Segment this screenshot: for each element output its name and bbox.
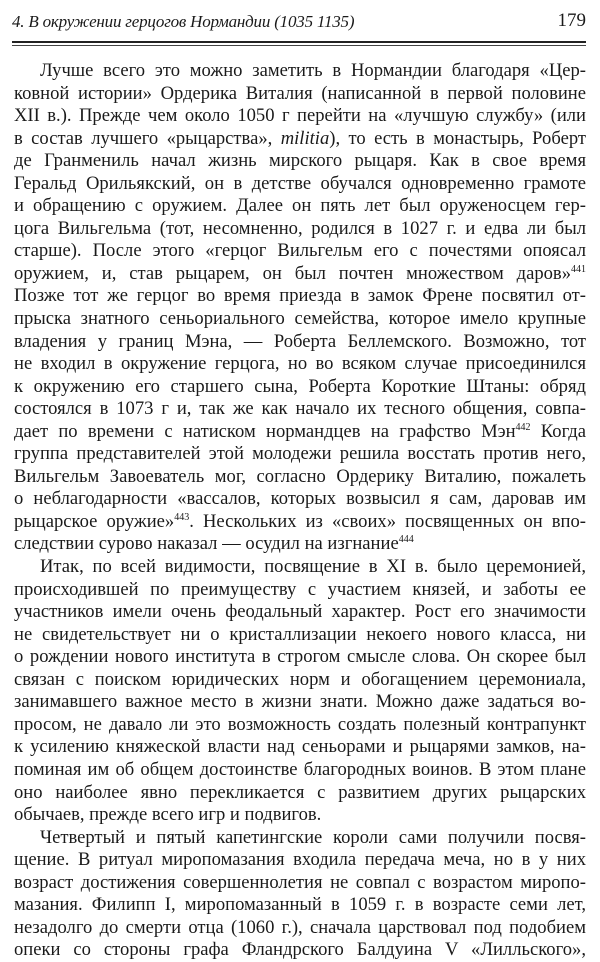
- text-segment: поминая им об общем достоинстве благородных воинов. В этом плане: [14, 758, 586, 780]
- text-line: [14, 128, 586, 151]
- text-line: [14, 804, 586, 827]
- text-line: [14, 488, 586, 511]
- text-line: [14, 173, 586, 196]
- text-segment: ), то есть в монастырь, Роберт: [329, 127, 586, 149]
- text-segment: просом, не давало ли это возможность создать полезный контрапункт: [14, 713, 586, 735]
- text-line: [14, 263, 586, 286]
- text-line: [14, 308, 586, 331]
- text-line: [14, 331, 586, 354]
- text-line: [14, 533, 586, 556]
- text-line: [14, 83, 586, 106]
- text-segment: ковной истории» Ордерика Виталия (написанной в первой половине: [14, 82, 586, 104]
- text-segment: дает по времени с натиском нормандцев на графство Мэн: [14, 420, 516, 442]
- text-line: [14, 872, 586, 895]
- text-line: [14, 827, 586, 850]
- text-line: [14, 466, 586, 489]
- running-header: [12, 6, 586, 36]
- paragraph: [14, 827, 586, 962]
- footnote-ref: 443: [174, 511, 190, 523]
- page-number: 179: [557, 10, 586, 31]
- text-line: [14, 443, 586, 466]
- text-segment: Геральд Орильякский, он в детстве обучался одновременно грамоте: [14, 172, 586, 194]
- text-segment: оно наиболее явно перекликается с развитием других рыцарских: [14, 781, 586, 803]
- text-segment: состоялся в 1073 г и, так же как начало их тесного общения, совпа-: [14, 398, 586, 420]
- text-segment: и обращению с оружием. Далее он пять лет был оруженосцем гер-: [14, 195, 586, 217]
- text-segment: участников имели очень феодальный характер. Рост его значимости: [14, 601, 586, 623]
- text-line: [14, 691, 586, 714]
- text-segment: не входил в окружение герцога, но во всяком случае присоединился: [14, 353, 586, 375]
- text-segment: цога Вильгельма (тот, несомненно, родился в 1027 г. и едва ли был: [14, 217, 586, 239]
- text-line: [14, 511, 586, 534]
- text-line: [14, 601, 586, 624]
- text-segment: де Гранмениль начал жизнь мирского рыцаря. Как в свое время: [14, 150, 586, 172]
- text-segment: щение. В ритуал миропомазания входила передача меча, но в у них: [14, 849, 586, 871]
- text-segment: XII в.). Прежде чем около 1050 г перейти на «лучшую службу» (или: [14, 105, 586, 127]
- text-line: [14, 150, 586, 173]
- text-line: [14, 849, 586, 872]
- italic-term: militia: [280, 127, 330, 149]
- text-line: [14, 218, 586, 241]
- footnote-ref: 442: [515, 421, 531, 433]
- text-segment: Лучше всего это можно заметить в Нормандии благодаря «Цер-: [40, 60, 586, 81]
- text-line: [14, 624, 586, 647]
- text-line: [14, 240, 586, 263]
- text-segment: о рождении нового института в строгом смысле слова. Он скорее был: [14, 646, 586, 668]
- text-line: [14, 646, 586, 669]
- text-segment: Вильгельм Завоеватель мог, согласно Ордерику Виталию, пожалеть: [14, 465, 586, 487]
- text-segment: Четвертый и пятый капетингские короли сами получили посвя-: [40, 826, 586, 848]
- header-rule: [12, 41, 586, 43]
- text-segment: рыцарское оружие»: [14, 510, 175, 532]
- text-segment: в состав лучшего «рыцарства»,: [14, 127, 281, 149]
- running-title: 4. В окружении герцогов Нормандии (1035 1135): [12, 12, 355, 31]
- text-line: [14, 669, 586, 692]
- body-text: [14, 60, 586, 962]
- text-line: [14, 894, 586, 917]
- footnote-ref: 444: [398, 534, 414, 546]
- text-line: [14, 917, 586, 940]
- header-rule-thin: [12, 45, 586, 46]
- text-segment: не свидетельствует ни о кристаллизации некоего нового класса, ни: [14, 623, 586, 645]
- text-line: [14, 195, 586, 218]
- text-segment: опеки со стороны графа Фландрского Балдуина V «Лилльского»,: [14, 939, 586, 961]
- text-segment: о неблагодарности «вассалов, которых возвысил я сам, даровав им: [14, 488, 586, 510]
- paragraph: [14, 556, 586, 827]
- text-segment: . Нескольких из «своих» посвященных он впо-: [189, 510, 586, 532]
- text-segment: к окружению его старшего сына, Роберта Короткие Штаны: обряд: [14, 375, 586, 397]
- text-line: [14, 105, 586, 128]
- text-line: [14, 353, 586, 376]
- text-line: [14, 556, 586, 579]
- text-line: [14, 939, 586, 962]
- text-segment: занимавшего важное место в жизни знати. Можно даже задаться во-: [14, 691, 586, 713]
- text-line: [14, 579, 586, 602]
- text-segment: обычаев, прежде всего игр и подвигов.: [14, 804, 322, 826]
- footnote-ref: 441: [571, 263, 586, 275]
- text-segment: Итак, по всей видимости, посвящение в XI в. было церемонией,: [40, 556, 586, 578]
- text-segment: мазания. Филипп I, миропомазанный в 1059 г. в возрасте семи лет,: [14, 894, 586, 916]
- text-line: [14, 285, 586, 308]
- text-segment: к усилению княжеской власти над сеньорами и рыцарями замков, на-: [14, 736, 586, 758]
- text-segment: старше). После этого «герцог Вильгельм его с почестями опоясал: [14, 240, 586, 262]
- text-segment: Когда: [530, 420, 586, 442]
- text-segment: оружием, и, став рыцарем, он был почтен множеством даров»: [14, 262, 571, 284]
- text-line: [14, 421, 586, 444]
- text-line: [14, 782, 586, 805]
- paragraph: [14, 60, 586, 556]
- text-segment: следствии сурово наказал — осудил на изгнание: [14, 533, 399, 555]
- text-segment: возраст достижения совершеннолетия не совпал с возрастом миропо-: [14, 871, 586, 893]
- text-line: [14, 714, 586, 737]
- text-segment: связан с поиском юридических норм и обогащением церемониала,: [14, 668, 586, 690]
- text-segment: группа представителей этой молодежи решила восстать против него,: [14, 443, 586, 465]
- text-line: [14, 60, 586, 83]
- text-segment: происходившей по преимуществу с участием князей, и заботы ее: [14, 578, 586, 600]
- text-segment: незадолго до смерти отца (1060 г.), сначала царствовал под подобием: [14, 916, 586, 938]
- text-segment: Позже тот же герцог во время приезда в замок Френе посвятил от-: [14, 285, 586, 307]
- text-line: [14, 736, 586, 759]
- text-segment: прыска знатного сеньориального семейства, которое имело крупные: [14, 308, 586, 330]
- text-segment: владения у границ Мэна, — Роберта Беллемского. Возможно, тот: [14, 330, 586, 352]
- text-line: [14, 759, 586, 782]
- text-line: [14, 376, 586, 399]
- text-line: [14, 398, 586, 421]
